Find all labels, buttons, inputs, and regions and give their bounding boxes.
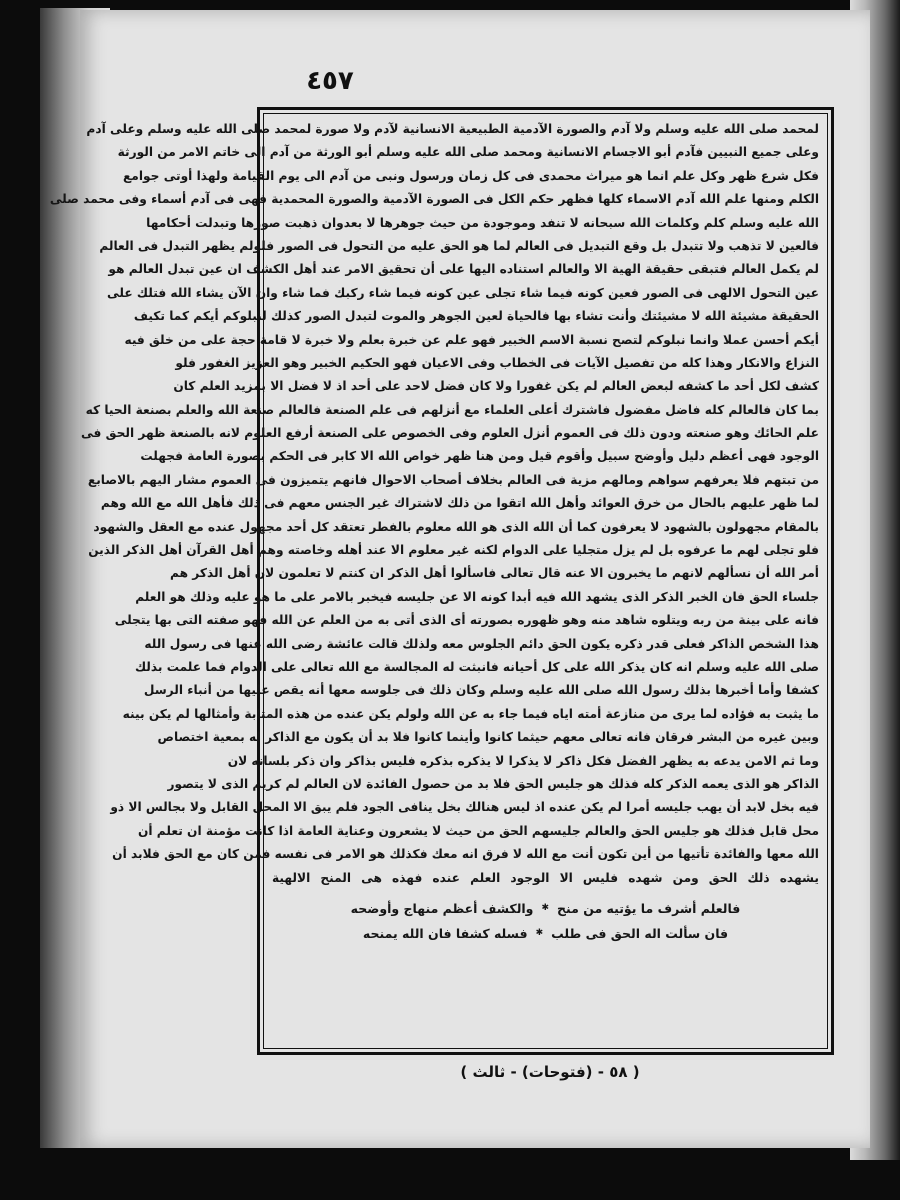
text-line: هذا الشخص الذاكر فعلى قدر ذكره يكون الحق دائم الجلوس معه ولذلك قالت عائشة رضى الله عنها فى رسول الله [144, 636, 819, 651]
text-line: محل قابل فذلك هو جليس الحق والعالم جليسهم الحق من حيث لا يشعرون وعناية العامة اذا كانت مؤمنة ان تعلم أن [137, 823, 819, 838]
text-line: فكل شرع ظهر وكل علم انما هو ميراث محمدى فى كل زمان ورسول ونبى من آدم الى يوم القيامة ولهذا أوتى جوامع [122, 168, 819, 183]
text-line: وبين غيره من البشر فرقان فانه تعالى معهم حيثما كانوا وأينما كانوا فلا بد أن يكون مع الذاكر له بمعية اختصاص [157, 730, 819, 745]
text-line: لما ظهر عليهم بالحال من خرق العوائد وأهل الله اتقوا من ذلك لاشتراك غير الجنس معهم فى ذلك فأهل الله مع الله وهم [100, 496, 819, 511]
poem-line-1-left-hemistich: والكشف أعظم منهاج وأوضحه [350, 900, 534, 916]
poem-line-2-left-hemistich: فسله كشفا فان الله يمنحه [362, 925, 528, 941]
text-line: وعلى جميع النبيين فآدم أبو الاجسام الانسانية ومحمد صلى الله عليه وسلم أبو الورثة من آدم الى خاتم الامر من الورثة [117, 145, 819, 160]
text-line: فالعين لا تذهب ولا تتبدل بل وقع التبديل فى العالم لما هو الحق عليه من التحول فى الصور فلولم يظهر التبدل فى العالم [99, 238, 819, 253]
poem-line-1 [272, 896, 819, 921]
poem-line-2-right-hemistich: فان سألت اله الحق فى طلب [551, 925, 729, 941]
text-line: وما ثم الامن يدعه به يظهر الفضل فكل ذاكر لا يذكرا لا يذكره بذكره فليس بذاكر وان ذكر بلسانه لان [227, 753, 819, 768]
text-line: لمحمد صلى الله عليه وسلم ولا آدم والصورة الآدمية الطبيعية الانسانية لآدم ولا صورة لمحمد صلى الله عليه وسلم وعلى آدم [86, 122, 819, 136]
text-line: الحقيقة مشيئة الله لا مشيئتك وأنت تشاء بها فالحياة لعين الجوهر والموت لتبدل الصور كذلك لنبلوكم أيكم كما تكيف [133, 309, 819, 324]
text-line: الذاكر هو الذى يعمه الذكر كله فذلك هو جليس الحق فلا بد من حصول الفائدة لان العالم لم كريم الذى لا يتصور [167, 776, 819, 791]
poem-verses [272, 896, 819, 946]
poem-separator-icon: ✱ [535, 927, 544, 938]
text-line: النزاع والانكار وهذا كله من تفصيل الآيات فى الخطاب وفى الاعيان فهو الحكيم الخبير وهو العزيز الغفور فلو [175, 355, 819, 370]
text-line: جلساء الحق فان الخبر الذكر الذى يشهد الله فيه أبدا كونه الا عن جليسه فيخبر بالامر على ما هو عليه وذلك هو العلم [135, 589, 819, 604]
text-line: أيكم أحسن عملا وانما نبلوكم لتصح نسبة الاسم الخبير فهو علم عن خبرة بعلم ولا خبرة لا قامة حجة على من خلق فيه [124, 332, 819, 347]
text-line: فانه على بينة من ربه ويتلوه شاهد منه وهو ظهوره بصورته أى الذى أتى به من العلم عن الله فهو صفته التى بها يتجلى [114, 613, 819, 628]
text-line: علم الحائك وهو صنعته ودون ذلك فى العموم أنزل العلوم وفى الخصوص على الصنعة أرفع العلوم لانه بالصنعة ظهر الحق فى [81, 426, 819, 441]
text-line: يشهده ذلك الحق ومن شهده فليس الا الوجود العلم عنده فهذه هى المنح الالهية [272, 870, 819, 885]
text-line: كشف لكل أحد ما كشفه لبعض العالم لم يكن غفورا ولا كان فضل لاحد على أحد اذ لا فضل الا بمزيد العلم كان [173, 379, 819, 394]
body-text [49, 118, 819, 890]
text-line: من تبتهم فلا يعرفهم سواهم ومالهم مزية فى العالم بخلاف أصحاب الاحوال فانهم يتميزون فى العموم مشار اليهم بالاصابع [87, 472, 819, 487]
page-number: ٤٥٧ [306, 66, 354, 96]
text-line: فيه بخل لابد أن يهب جليسه أمرا لم يكن عنده اذ ليس هنالك بخل ينافى الجود فلم يبق الا المحل القابل ولا بجالس الا ذو [110, 800, 819, 815]
text-line: الكلم ومنها علم الله آدم الاسماء كلها فظهر حكم الكل فى الصورة الآدمية والصورة المحمدية فهى فى آدم أسماء وفى محمد صلى [49, 192, 819, 207]
text-line: الله معها والفائدة تأتيها من أين تكون أنت مع الله لا فرق انه معك فكذلك هو الامر فى نفسه فمن كان مع الحق فلابد أن [112, 847, 819, 862]
text-border-frame [49, 107, 834, 1055]
text-line: بما كان فالعالم كله فاضل مفضول فاشترك أعلى العلماء مع أنزلهم فى علم الصنعة فالعالم صنعة الله والعلم بصنعة الحيا كه [85, 402, 819, 417]
poem-separator-icon: ✱ [541, 902, 549, 913]
text-line: فلو تجلى لهم ما عرفوه بل لم يزل متجليا على الدوام لكنه غير معلوم الا عند أهله وخاصته وهم أهل القرآن أهل الذكر الذين [88, 543, 819, 558]
text-line: الله عليه وسلم كلم وكلمات الله سبحانه لا تنفد وموجودة من حيث جوهرها لا بعدوان ذهبت صورها وتبدلت أحكامها [146, 215, 819, 230]
text-line: أمر الله أن نسألهم لانهم ما يخبرون الا عنه قال تعالى فاسألوا أهل الذكر ان كنتم لا تعلمون لان أهل الذكر هم [170, 566, 819, 581]
poem-line-1-right-hemistich: فالعلم أشرف ما يؤتيه من منح [557, 900, 741, 916]
text-line: الوجود فهى أعظم دليل وأوضح سبيل وأقوم قيل ومن هنا ظهر خواص الله الا كابر فى الحكم بصورة العامة فجهلت [140, 449, 819, 464]
text-border-inner [49, 113, 828, 1049]
text-line: صلى الله عليه وسلم انه كان يذكر الله على كل أحيانه فانبثت له المجالسة مع الله تعالى على الدوام فما علمت بذلك [134, 659, 819, 674]
text-line: ما يثبت به فؤاده لما يرى من منازعة أمته اياه فيما جاء به عن الله ولولم يكن عنده من هذه المثابة وأمثالها لم يكن بينه [122, 706, 819, 721]
poem-line-2 [272, 921, 819, 946]
text-line: بالمقام مجهولون بالشهود لا يعرفون كما أن الله الذى هو الله معلوم بالفطر تعتقد كل أحد مجهول عنده مع العقل والشهود [93, 519, 819, 534]
text-line: كشفا وأما أخبرها بذلك رسول الله صلى الله عليه وسلم وكان ذلك فى جلوسه معها أنه يقص عليها من أنباء الرسل [143, 683, 819, 698]
footer-signature: ( ٥٨ - (فتوحات) - ثالث ) [460, 1063, 640, 1081]
text-line: لم يكمل العالم فتبقى حقيقة الهية الا والعالم استناده اليها على أن تحقيق الامر عند أهل الكشف ان عين تبدل العالم هو [108, 262, 819, 277]
text-line: عين التحول الالهى فى الصور فعين كونه فيما شاء تجلى عين كونه فيما شاء ركبك فما شاء وان الآن يشاء الله فتلك على [107, 285, 819, 300]
